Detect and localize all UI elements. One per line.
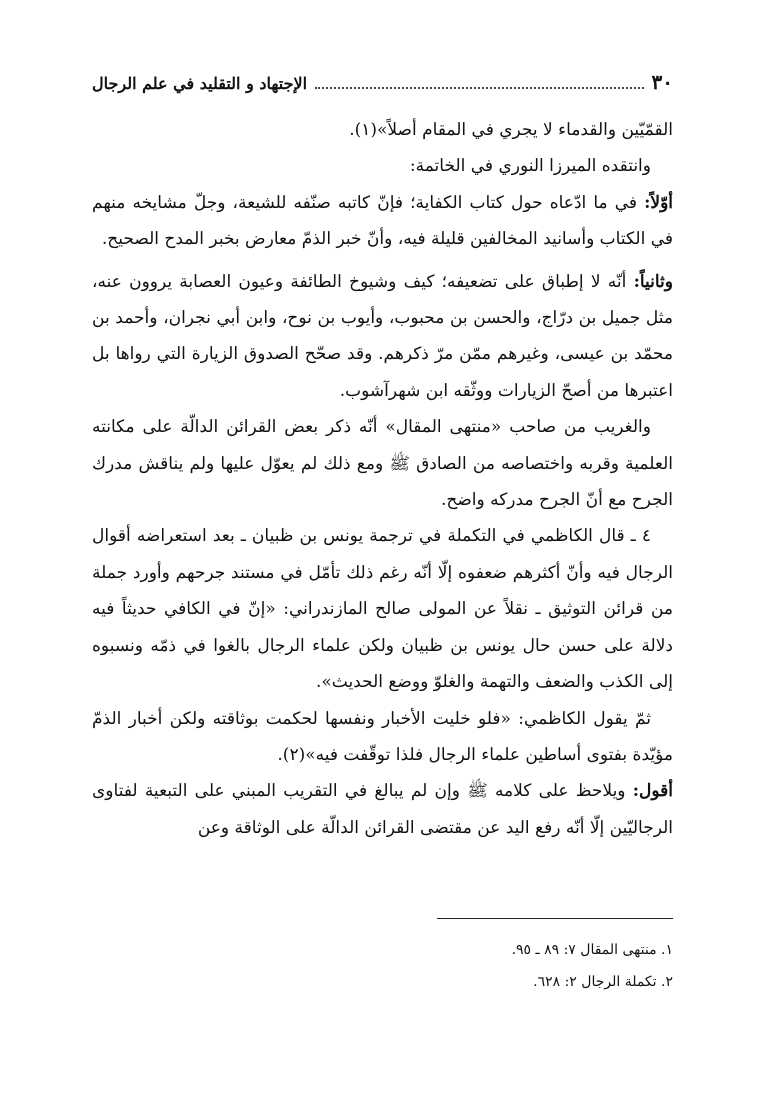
paragraph-8 bbox=[92, 773, 673, 846]
paragraph-6 bbox=[92, 518, 673, 700]
paragraph-text: ثمّ يقول الكاظمي: «فلو خليت الأخبار ونفسها لحكمت بوثاقته ولكن أخبار الذمّ مؤيّدة بفتوى أساطين علماء الرجال فلذا توقّفت فيه»(٢). bbox=[92, 708, 673, 765]
paragraph-text: ويلاحظ على كلامه ﷺ وإن لم يبالغ في التقريب المبني على التبعية لفتاوى الرجاليّين إلّا أنّه رفع اليد عن مقتضى القرائن الدالّة على الوثاقة وعن bbox=[92, 781, 673, 838]
footnotes bbox=[92, 934, 673, 998]
running-title: الإجتهاد و التقليد في علم الرجال bbox=[92, 74, 308, 93]
paragraph-text: ٤ ـ قال الكاظمي في التكملة في ترجمة يونس بن ظبيان ـ بعد استعراضه أقوال الرجال فيه وأنّ أكثرهم ضعفوه إلّا أنّه رغم ذلك تأمّل في مستند جرحهم وأورد جملة من قرائن التوثيق ـ نقلاً عن المولى صالح المازندراني: «إنّ في الكافي حديثاً فيه دلالة على حسن حال يونس بن ظبيان ولكن علماء الرجال بالغوا في ذمّه ونسبوه إلى الكذب والضعف والتهمة والغلوّ ووضع الحديث». bbox=[92, 526, 673, 693]
paragraph-2 bbox=[92, 148, 673, 184]
page-number: ٣٠ bbox=[651, 70, 673, 94]
paragraph-text: وانتقده الميرزا النوري في الخاتمة: bbox=[409, 156, 651, 177]
paragraph-text: أنّه لا إطباق على تضعيفه؛ كيف وشيوخ الطائفة وعيون العصابة يروون عنه، مثل جميل بن درّاج، والحسن بن محبوب، وأيوب بن نوح، وابن أبي نجران، وأحمد بن محمّد بن عيسى، وغيرهم ممّن مرّ ذكرهم. وقد صحّح الصدوق الزيارة التي رواها بل اعتبرها من أصحّ الزيارات ووثّقه ابن شهرآشوب. bbox=[92, 271, 673, 401]
paragraph-lead: وثانياً: bbox=[633, 271, 673, 292]
footnote-2: ٢. تكملة الرجال ٢: ٦٢٨. bbox=[533, 974, 673, 990]
paragraph-1 bbox=[92, 112, 673, 148]
paragraph-lead: أقول: bbox=[632, 781, 673, 802]
paragraph-lead: أوّلاً: bbox=[644, 192, 673, 213]
header-dot-leader bbox=[315, 73, 643, 89]
paragraph-text: في ما ادّعاه حول كتاب الكفاية؛ فإنّ كاتبه صنّفه للشيعة، وجلّ مشايخه منهم في الكتاب وأسانيد المخالفين قليلة فيه، وأنّ خبر الذمّ معارض بخبر المدح الصحيح. bbox=[92, 192, 673, 250]
paragraph-3 bbox=[92, 185, 673, 258]
paragraph-text: والغريب من صاحب «منتهى المقال» أنّه ذكر بعض القرائن الدالّة على مكانته العلمية وقربه واختصاصه من الصادق ﷺ ومع ذلك لم يعوّل عليها ولم يناقش مدرك الجرح مع أنّ الجرح مدركه واضح. bbox=[92, 417, 673, 511]
running-header bbox=[92, 70, 673, 94]
paragraph-4 bbox=[92, 264, 673, 410]
paragraph-7 bbox=[92, 701, 673, 774]
paragraph-5 bbox=[92, 409, 673, 518]
footnote-1: ١. منتهى المقال ٧: ٨٩ ـ ٩٥. bbox=[511, 942, 673, 958]
paragraph-text: القمّيّين والقدماء لا يجري في المقام أصلاً»(١). bbox=[349, 120, 673, 140]
main-text bbox=[92, 112, 673, 846]
footnote-separator bbox=[437, 918, 673, 919]
